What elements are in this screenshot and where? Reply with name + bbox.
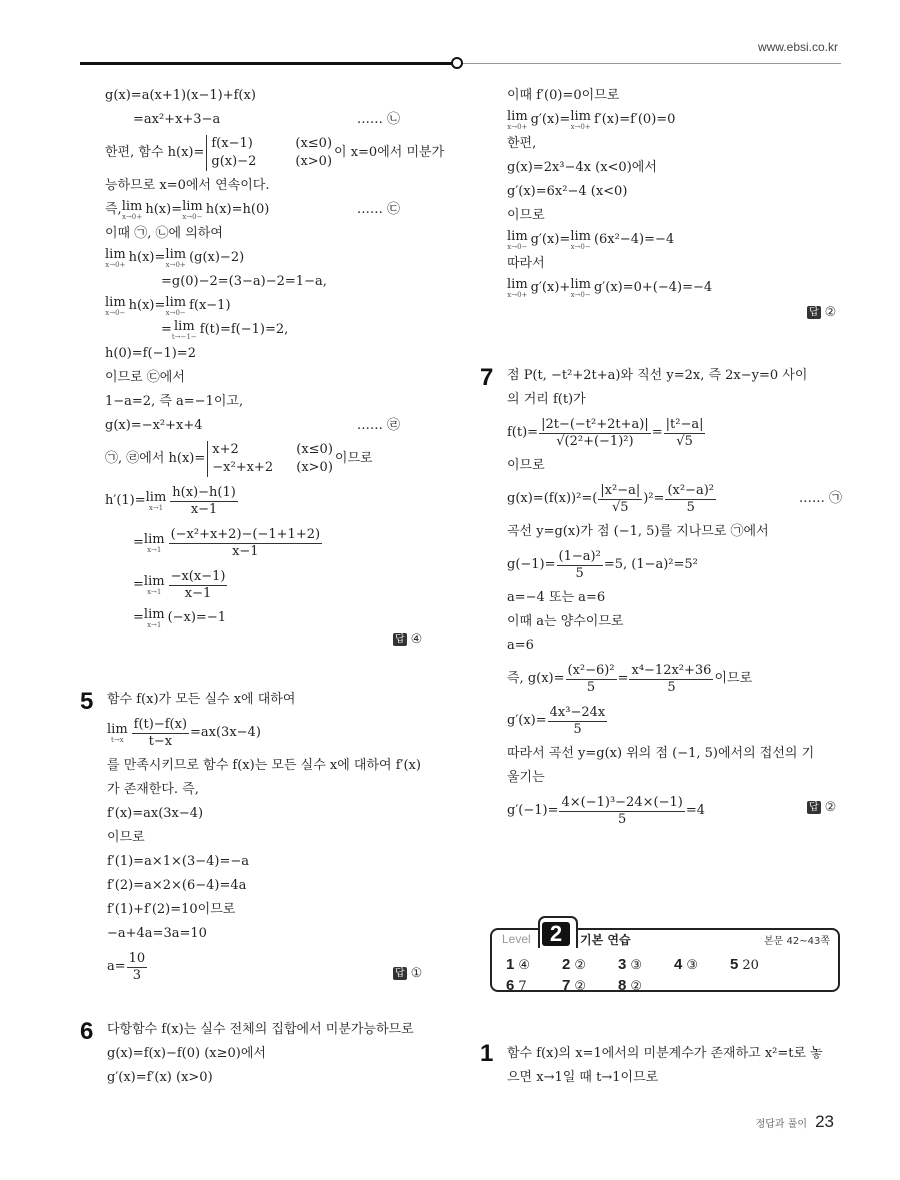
lim-word: lim	[507, 108, 528, 124]
math-line	[107, 898, 452, 922]
math-text: f′(x)=f′(0)=0	[593, 112, 676, 127]
limit	[165, 296, 186, 317]
math-text: 이때 f′(0)=0이므로	[507, 88, 620, 103]
math-line	[107, 1066, 452, 1090]
piecewise-function	[206, 135, 332, 171]
math-line	[107, 712, 452, 754]
answer-item: 6 7	[506, 977, 527, 994]
math-text: 이므로	[507, 458, 545, 473]
math-line	[507, 364, 842, 388]
numerator: |2t−(−t²+2t+a)|	[541, 416, 649, 432]
case-expression: f(x−1)	[211, 136, 253, 151]
limit	[144, 575, 165, 596]
math-text: (−x)=−1	[167, 610, 226, 625]
math-text: 다항함수 f(x)는 실수 전체의 집합에서 미분가능하므로	[107, 1022, 414, 1037]
numerator: 10	[128, 950, 146, 966]
math-text: g′(x)=f′(x) (x>0)	[107, 1070, 213, 1085]
case-expression: x+2	[212, 442, 239, 457]
lim-word: lim	[570, 228, 591, 244]
math-line	[507, 180, 842, 204]
math-text: h′(1)=	[105, 493, 146, 508]
limit	[165, 248, 186, 269]
piecewise-case	[211, 135, 332, 153]
denominator: 5	[586, 679, 596, 695]
math-text: =	[651, 425, 663, 440]
math-text: =	[133, 577, 144, 592]
math-line	[105, 174, 450, 198]
denominator: x−1	[184, 585, 212, 601]
math-line	[105, 132, 450, 174]
answer-label: 답	[809, 802, 819, 813]
page-number: 23	[815, 1112, 834, 1131]
equation-tag: …… ㉠	[798, 491, 842, 506]
equation-tag: …… ㉡	[356, 112, 400, 127]
problem-number: 6	[80, 1018, 94, 1045]
problem-6-solution	[107, 1018, 452, 1090]
lim-subscript: x→1	[147, 545, 162, 554]
answer-item: 4 ③	[674, 956, 698, 973]
math-text: h(x)=	[145, 202, 183, 217]
lim-subscript: t→x	[111, 735, 124, 744]
math-text: f′(x)=ax(3x−4)	[107, 806, 204, 821]
limit	[570, 278, 591, 299]
lim-word: lim	[570, 276, 591, 292]
denominator: 5	[618, 811, 627, 827]
math-line	[507, 1042, 842, 1066]
math-text: g(x)=−x²+x+4	[105, 418, 203, 433]
math-line	[107, 802, 452, 826]
answer-mark	[807, 305, 836, 320]
lim-subscript: x→1	[147, 587, 162, 596]
math-text: =ax²+x+3−a	[133, 112, 221, 127]
denominator: t−x	[148, 733, 173, 749]
denominator: 5	[573, 721, 582, 737]
math-line	[105, 366, 450, 390]
lim-subscript: t→−1−	[171, 332, 197, 341]
case-condition: (x>0)	[295, 154, 333, 169]
answer-value: ②	[824, 305, 837, 320]
math-text: 능하므로 x=0에서 연속이다.	[105, 178, 270, 193]
lim-subscript: x→0−	[570, 290, 591, 299]
math-text: 즉,	[105, 202, 122, 217]
denominator: x−1	[190, 501, 218, 517]
math-text: 이때 a는 양수이므로	[507, 614, 624, 629]
math-line	[105, 246, 450, 270]
math-text: 즉, g(x)=	[507, 671, 565, 686]
answer-value: ①	[410, 966, 423, 981]
math-text: =	[161, 322, 172, 337]
lim-subscript: x→0−	[182, 212, 203, 221]
lim-word: lim	[570, 108, 591, 124]
answer-mark	[807, 800, 836, 815]
limit	[122, 200, 143, 221]
fraction	[539, 417, 651, 450]
math-text: f′(1)=a×1×(3−4)=−a	[107, 854, 249, 869]
math-text: 이므로 ㉢에서	[105, 370, 185, 385]
math-line	[507, 742, 842, 766]
piecewise-case	[211, 153, 332, 171]
math-line	[105, 318, 450, 342]
math-line	[507, 204, 842, 228]
math-text: 이므로	[507, 208, 545, 223]
math-line	[507, 252, 842, 276]
math-line	[507, 132, 842, 156]
math-line	[105, 564, 450, 606]
numerator: (−x²+x+2)−(−1+1+2)	[170, 526, 321, 542]
answer-label: 답	[395, 968, 405, 979]
math-text: −a+4a=3a=10	[107, 926, 207, 941]
math-text: 따라서	[507, 256, 545, 271]
problem-number: 7	[480, 364, 494, 391]
fraction	[566, 663, 617, 696]
math-text: =g(0)−2=(3−a)−2=1−a,	[161, 274, 327, 289]
math-text: f(x−1)	[189, 298, 231, 313]
answer-label: 답	[395, 634, 405, 645]
math-text: g′(x)=	[530, 112, 571, 127]
math-line	[507, 454, 842, 478]
fraction	[132, 717, 189, 750]
fraction	[127, 951, 148, 984]
answer-item: 1 ④	[506, 956, 530, 973]
answer-value: ④	[410, 632, 423, 647]
limit	[507, 110, 528, 131]
math-line	[507, 478, 842, 520]
case-condition: (x≤0)	[296, 442, 333, 457]
math-text: g′(x)+	[530, 280, 571, 295]
math-text: 이므로	[334, 451, 373, 466]
answer-grid	[506, 956, 836, 994]
math-line	[507, 388, 842, 412]
numerator: 4x³−24x	[549, 704, 606, 720]
math-text: 울기는	[507, 770, 545, 785]
math-text: 한편, 함수 h(x)=	[105, 145, 205, 160]
math-text: (6x²−4)=−4	[593, 232, 675, 247]
limit	[146, 491, 167, 512]
answer-item: 5 20	[730, 956, 759, 973]
answer-item: 2 ②	[562, 956, 586, 973]
answer-item: 8 ②	[618, 977, 642, 994]
math-line	[507, 228, 842, 252]
math-line	[107, 1018, 452, 1042]
numerator: (x²−a)²	[667, 482, 714, 498]
answer-value: ②	[824, 800, 837, 815]
limit	[105, 296, 126, 317]
math-line	[507, 790, 842, 832]
math-text: g(x)=2x³−4x (x<0)에서	[507, 160, 657, 175]
math-text: (g(x)−2)	[189, 250, 245, 265]
case-expression: g(x)−2	[211, 154, 257, 169]
math-line	[507, 766, 842, 790]
math-line	[107, 826, 452, 850]
math-line	[507, 586, 842, 610]
lim-subscript: x→0+	[507, 290, 528, 299]
math-text: a=	[107, 959, 126, 974]
math-text: g′(x)=0+(−4)=−4	[593, 280, 713, 295]
math-text: h(x)=h(0)	[205, 202, 270, 217]
fraction	[557, 549, 603, 582]
math-line	[105, 390, 450, 414]
math-line	[507, 276, 842, 300]
math-line	[107, 754, 452, 778]
math-text: 곡선 y=g(x)가 점 (−1, 5)를 지나므로 ㉠에서	[507, 524, 769, 539]
answer-mark	[393, 966, 422, 981]
lim-subscript: x→0−	[570, 242, 591, 251]
math-text: g(x)=f(x)−f(0) (x≥0)에서	[107, 1046, 266, 1061]
math-text: =ax(3x−4)	[190, 725, 261, 740]
math-text: g(x)=a(x+1)(x−1)+f(x)	[105, 88, 256, 103]
math-line	[507, 700, 842, 742]
level-answer-box	[490, 921, 840, 994]
denominator: √5	[611, 499, 629, 515]
numerator: h(x)−h(1)	[172, 484, 236, 500]
math-text: =5, (1−a)²=5²	[603, 557, 698, 572]
lim-word: lim	[165, 246, 187, 262]
lim-subscript: x→0+	[570, 122, 591, 131]
math-text: f(t)=f(−1)=2,	[199, 322, 289, 337]
math-line	[107, 874, 452, 898]
limit	[107, 723, 128, 744]
answer-label: 답	[809, 307, 819, 318]
math-text: 이므로	[107, 830, 145, 845]
math-line	[507, 544, 842, 586]
fraction	[559, 795, 684, 828]
math-line	[105, 606, 450, 630]
lim-subscript: x→1	[147, 620, 162, 629]
math-text: 함수 f(x)의 x=1에서의 미분계수가 존재하고 x²=t로 놓	[507, 1046, 823, 1061]
math-text: g′(x)=	[507, 713, 547, 728]
site-url: www.ebsi.co.kr	[757, 40, 838, 54]
math-line	[105, 108, 450, 132]
math-text: h(x)=	[128, 250, 166, 265]
math-text: 점 P(t, −t²+2t+a)와 직선 y=2x, 즉 2x−y=0 사이	[507, 368, 808, 383]
math-line	[507, 156, 842, 180]
math-line	[105, 342, 450, 366]
problem-5-solution	[107, 688, 452, 988]
lim-word: lim	[165, 294, 187, 310]
math-line	[105, 294, 450, 318]
math-text: =4	[685, 803, 705, 818]
limit	[507, 230, 528, 251]
math-line	[107, 1042, 452, 1066]
math-text: a=6	[507, 638, 534, 653]
header-rule	[80, 62, 452, 65]
lim-subscript: x→0−	[105, 308, 126, 317]
math-line	[105, 222, 450, 246]
limit	[182, 200, 203, 221]
limit	[144, 608, 165, 629]
math-line	[105, 270, 450, 294]
math-text: h(0)=f(−1)=2	[105, 346, 196, 361]
math-text: 1−a=2, 즉 a=−1이고,	[105, 394, 244, 409]
math-line	[105, 438, 450, 480]
solution-continued-right	[507, 84, 842, 300]
piecewise-case	[212, 441, 333, 459]
equation-tag: …… ㉣	[356, 418, 400, 433]
math-line	[105, 480, 450, 522]
math-text: =	[133, 610, 144, 625]
lim-subscript: x→0−	[165, 308, 186, 317]
denominator: √5	[676, 433, 693, 449]
math-line	[507, 84, 842, 108]
answer-item: 3 ③	[618, 956, 642, 973]
math-text: h(x)=	[128, 298, 166, 313]
math-line	[507, 108, 842, 132]
math-line	[107, 922, 452, 946]
math-text: f′(2)=a×2×(6−4)=4a	[107, 878, 247, 893]
lim-word: lim	[107, 721, 128, 737]
answer-item: 7 ②	[562, 977, 586, 994]
numerator: x⁴−12x²+36	[631, 662, 712, 678]
lim-word: lim	[105, 246, 126, 262]
lim-word: lim	[145, 489, 167, 505]
lim-subscript: x→0+	[121, 212, 143, 221]
denominator: √(2²+(−1)²)	[556, 433, 634, 449]
case-condition: (x>0)	[296, 460, 333, 475]
math-text: 함수 f(x)가 모든 실수 x에 대하여	[107, 692, 296, 707]
lim-subscript: x→0+	[507, 122, 528, 131]
math-text: g′(x)=6x²−4 (x<0)	[507, 184, 628, 199]
math-line	[507, 1066, 842, 1090]
fraction	[665, 483, 716, 516]
lim-word: lim	[507, 276, 528, 292]
math-line	[105, 522, 450, 564]
level-title: 기본 연습	[580, 933, 631, 947]
case-condition: (x≤0)	[295, 136, 333, 151]
piecewise-function	[207, 441, 333, 477]
lim-subscript: x→0+	[165, 260, 186, 269]
fraction	[629, 663, 713, 696]
denominator: x−1	[232, 543, 259, 559]
math-text: g′(−1)=	[507, 803, 559, 818]
lim-word: lim	[105, 294, 126, 310]
math-text: 한편,	[507, 136, 537, 151]
fraction	[598, 483, 642, 516]
math-text: =	[133, 535, 144, 550]
fraction	[664, 417, 706, 450]
fraction	[170, 485, 238, 518]
math-text: 이때 ㉠, ㉡에 의하여	[105, 226, 223, 241]
footer-title: 정답과 풀이	[755, 1119, 808, 1130]
math-text: g(−1)=	[507, 557, 556, 572]
numerator: f(t)−f(x)	[133, 716, 188, 732]
fraction	[169, 527, 323, 560]
math-text: ㉠, ㉣에서 h(x)=	[105, 451, 206, 466]
math-text: 의 거리 f(t)가	[507, 392, 586, 407]
math-text: f(t)=	[507, 425, 539, 440]
page-footer	[756, 1112, 834, 1132]
problem-1-solution	[507, 1042, 842, 1090]
math-text: 따라서 곡선 y=g(x) 위의 점 (−1, 5)에서의 접선의 기	[507, 746, 815, 761]
numerator: (x²−6)²	[567, 662, 615, 678]
math-line	[507, 412, 842, 454]
math-line	[507, 520, 842, 544]
denominator: 5	[667, 679, 676, 695]
lim-subscript: x→0−	[507, 242, 528, 251]
fraction	[169, 569, 228, 602]
math-line	[507, 658, 842, 700]
math-text: g(x)=(f(x))²=(	[507, 491, 598, 506]
lim-subscript: x→0+	[105, 260, 126, 269]
numerator: |x²−a|	[600, 482, 641, 498]
limit	[172, 320, 197, 341]
limit	[105, 248, 126, 269]
answer-mark	[393, 632, 422, 647]
level-label: Level	[502, 932, 531, 946]
math-text: 가 존재한다. 즉,	[107, 782, 199, 797]
fraction	[548, 705, 608, 738]
math-line	[107, 688, 452, 712]
math-text: )²=	[643, 491, 665, 506]
lim-subscript: x→1	[148, 503, 164, 512]
math-text: f′(1)+f′(2)=10이므로	[107, 902, 236, 917]
denominator: 3	[132, 967, 142, 983]
lim-word: lim	[174, 318, 195, 334]
lim-word: lim	[121, 198, 143, 214]
math-line	[107, 778, 452, 802]
piecewise-case	[212, 459, 333, 477]
problem-number: 1	[480, 1040, 494, 1067]
limit	[570, 230, 591, 251]
denominator: 5	[575, 565, 584, 581]
limit	[144, 533, 165, 554]
math-text: =	[617, 671, 629, 686]
math-text: 이므로	[714, 671, 753, 686]
math-line	[507, 610, 842, 634]
math-line	[107, 850, 452, 874]
case-expression: −x²+x+2	[212, 460, 274, 475]
problem-7-solution	[507, 364, 842, 832]
numerator: |t²−a|	[665, 416, 704, 432]
numerator: −x(x−1)	[170, 568, 226, 584]
lim-word: lim	[143, 573, 165, 589]
math-text: g′(x)=	[530, 232, 571, 247]
solution-continued-left	[105, 84, 450, 630]
math-text: a=−4 또는 a=6	[507, 590, 606, 605]
level-number: 2	[542, 922, 570, 946]
numerator: 4×(−1)³−24×(−1)	[561, 794, 683, 810]
math-line	[507, 634, 842, 658]
header-rule-dot	[451, 57, 463, 69]
numerator: (1−a)²	[558, 548, 601, 564]
problem-number: 5	[80, 688, 94, 715]
math-line	[105, 198, 450, 222]
math-text: 이 x=0에서 미분가	[334, 145, 445, 160]
level-page-ref: 본문 42~43쪽	[764, 936, 830, 947]
math-text: 으면 x→1일 때 t→1이므로	[507, 1070, 659, 1085]
limit	[570, 110, 591, 131]
lim-word: lim	[143, 606, 165, 622]
math-line	[105, 414, 450, 438]
math-text: 를 만족시키므로 함수 f(x)는 모든 실수 x에 대하여 f′(x)	[107, 758, 421, 773]
header-rule-gray	[463, 63, 841, 64]
denominator: 5	[686, 499, 695, 515]
math-line	[105, 84, 450, 108]
lim-word: lim	[182, 198, 203, 214]
equation-tag: …… ㉢	[356, 202, 400, 217]
lim-word: lim	[143, 531, 165, 547]
lim-word: lim	[507, 228, 528, 244]
limit	[507, 278, 528, 299]
